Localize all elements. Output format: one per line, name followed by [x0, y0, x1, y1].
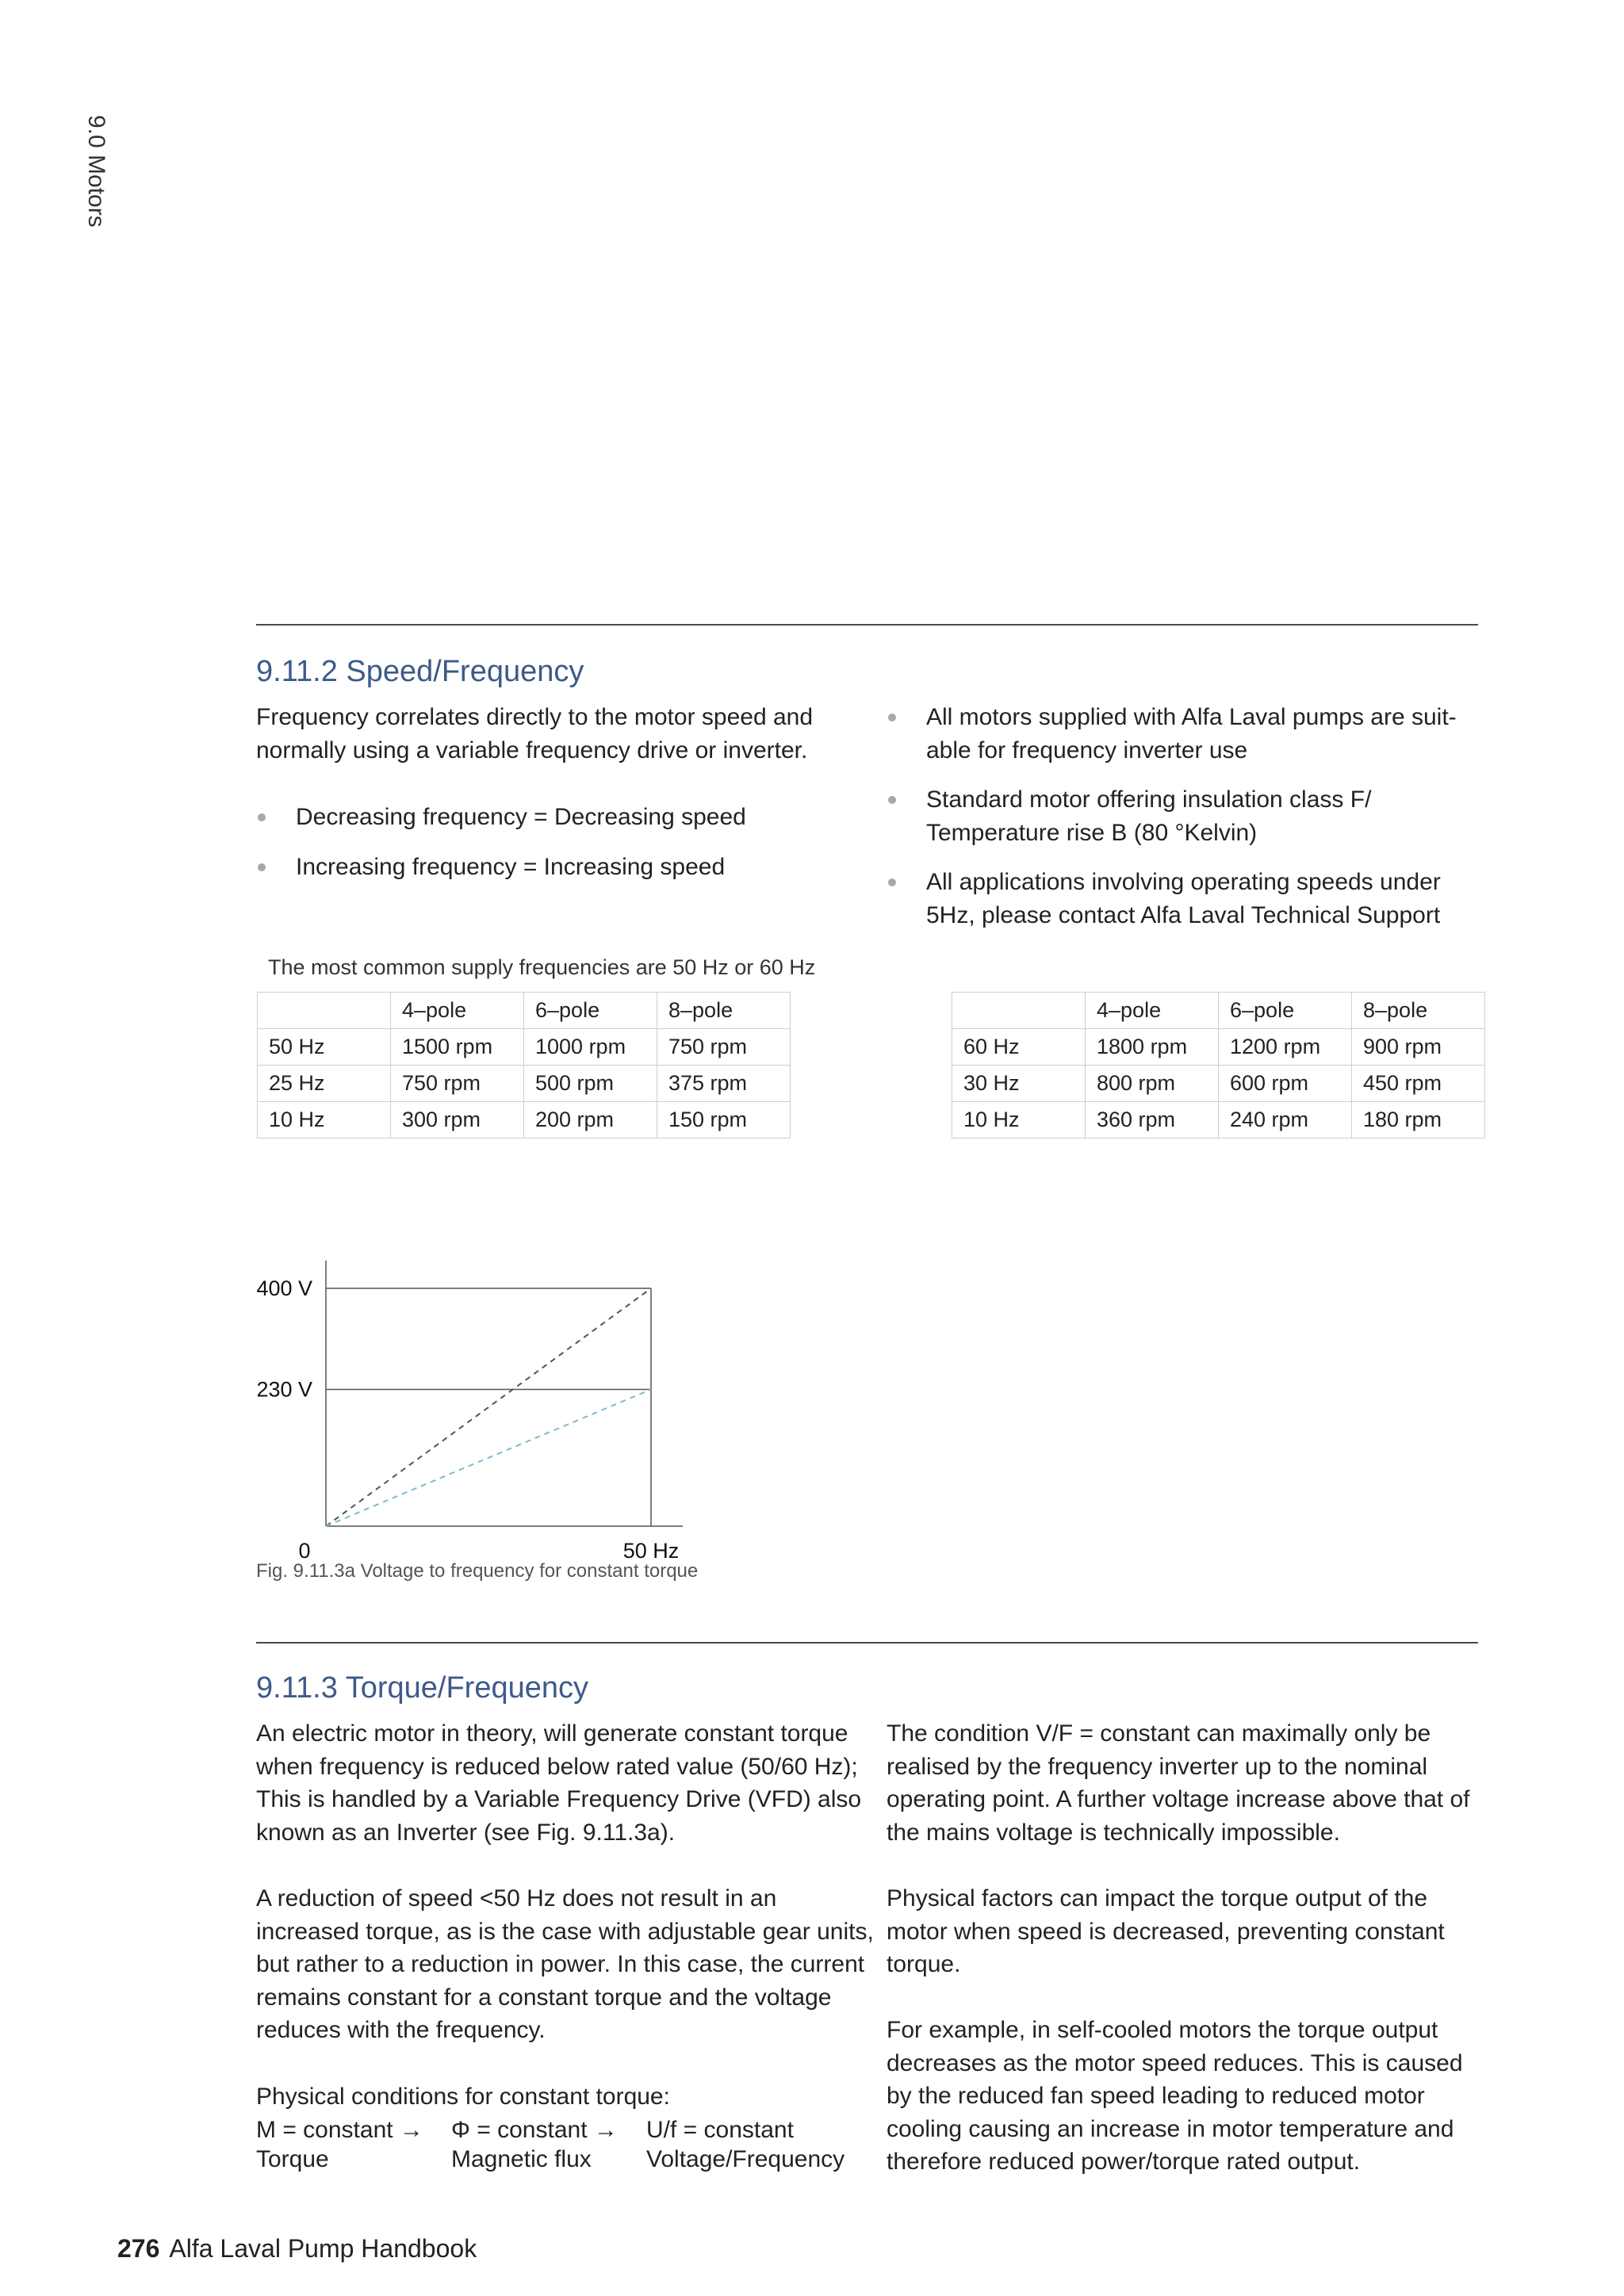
page-footer [117, 2234, 477, 2263]
table-cell: 1200 rpm [1219, 1029, 1352, 1066]
y-tick-label-400v: 400 V [256, 1276, 312, 1300]
x-tick-label-0: 0 [298, 1539, 311, 1563]
speed-frequency-heading: 9.11.2 Speed/Frequency [256, 655, 584, 688]
list-item: All motors supplied with Alfa Laval pumps are suit-able for frequency inverter use [887, 701, 1489, 767]
condition-formula: M = constant → [256, 2117, 423, 2143]
speed-intro-text: Frequency correlates directly to the motor speed and normally using a variable frequency drive or inverter. [256, 704, 814, 763]
table-row [952, 1029, 1485, 1066]
table-cell: 10 Hz [258, 1102, 391, 1138]
table-cell: 8–pole [1352, 993, 1485, 1029]
list-item: Standard motor offering insulation class F/ Temperature rise B (80 °Kelvin) [887, 783, 1489, 849]
torque-left-paragraph-1: An electric motor in theory, will generate constant torque when frequency is reduced below rated value (50/60 Hz); This is handled by a Variable Frequency Drive (VFD) also known as an Inverter (see Fig. 9.11.3a). [256, 1720, 862, 1846]
table-cell: 60 Hz [952, 1029, 1086, 1066]
book-title: Alfa Laval Pump Handbook [169, 2234, 477, 2263]
table-row [258, 1066, 791, 1102]
condition-torque [256, 2115, 423, 2174]
series-line-230v [326, 1390, 651, 1527]
table-cell: 450 rpm [1352, 1066, 1485, 1102]
torque-right-paragraph-2: Physical factors can impact the torque output of the motor when speed is decreased, preventing constant torque. [887, 1885, 1445, 1977]
list-item: Decreasing frequency = Decreasing speed [256, 801, 859, 834]
speed-bullets-left [256, 801, 859, 883]
table-cell: 150 rpm [657, 1102, 791, 1138]
table-cell: 6–pole [1219, 993, 1352, 1029]
torque-right-paragraph-1: The condition V/F = constant can maximally only be realised by the frequency inverter up to the nominal operating point. A further voltage increase above that of the mains voltage is technically impossible. [887, 1720, 1470, 1846]
frequency-tables-caption: The most common supply frequencies are 50 Hz or 60 Hz [268, 955, 816, 979]
condition-label: Voltage/Frequency [646, 2146, 845, 2172]
table-cell [952, 993, 1086, 1029]
table-cell: 240 rpm [1219, 1102, 1352, 1138]
torque-frequency-heading: 9.11.3 Torque/Frequency [256, 1671, 588, 1705]
table-row [258, 1029, 791, 1066]
voltage-frequency-chart [252, 1261, 696, 1566]
condition-formula: Φ = constant → [451, 2117, 618, 2143]
torque-left-paragraph-2: A reduction of speed <50 Hz does not result in an increased torque, as is the case with adjustable gear units, but rather to a reduction in power. In this case, the current remains constant for a constant torque and the voltage reduces with the frequency. [256, 1885, 874, 2043]
table-header-row [258, 993, 791, 1029]
table-cell: 1500 rpm [391, 1029, 524, 1066]
figure-caption: Fig. 9.11.3a Voltage to frequency for constant torque [256, 1560, 699, 1582]
table-60hz [952, 992, 1485, 1138]
table-cell: 8–pole [657, 993, 791, 1029]
table-cell: 180 rpm [1352, 1102, 1485, 1138]
table-cell: 10 Hz [952, 1102, 1086, 1138]
table-cell: 300 rpm [391, 1102, 524, 1138]
y-tick-label-230v: 230 V [256, 1377, 312, 1402]
table-cell: 900 rpm [1352, 1029, 1485, 1066]
torque-left-paragraph-3: Physical conditions for constant torque: [256, 2084, 670, 2110]
table-cell: 750 rpm [657, 1029, 791, 1066]
table-cell: 500 rpm [524, 1066, 657, 1102]
x-tick-label-50hz: 50 Hz [622, 1539, 680, 1563]
condition-voltage-frequency [646, 2115, 845, 2174]
section-rule-torque [256, 1642, 1478, 1644]
list-item: All applications involving operating speeds under 5Hz, please contact Alfa Laval Technical Support [887, 866, 1489, 932]
table-row [258, 1102, 791, 1138]
table-cell: 1800 rpm [1086, 1029, 1219, 1066]
page-number: 276 [117, 2234, 160, 2263]
table-row [952, 1066, 1485, 1102]
chapter-side-tab: 9.0 Motors [83, 115, 109, 228]
section-rule-top [256, 624, 1478, 626]
table-cell: 800 rpm [1086, 1066, 1219, 1102]
table-cell: 6–pole [524, 993, 657, 1029]
table-row [952, 1102, 1485, 1138]
table-cell: 1000 rpm [524, 1029, 657, 1066]
table-header-row [952, 993, 1485, 1029]
condition-label: Torque [256, 2146, 329, 2172]
condition-label: Magnetic flux [451, 2146, 592, 2172]
table-cell: 360 rpm [1086, 1102, 1219, 1138]
list-item: Increasing frequency = Increasing speed [256, 851, 859, 884]
table-cell: 25 Hz [258, 1066, 391, 1102]
table-cell: 375 rpm [657, 1066, 791, 1102]
table-cell: 4–pole [391, 993, 524, 1029]
table-cell: 4–pole [1086, 993, 1219, 1029]
table-cell: 30 Hz [952, 1066, 1086, 1102]
condition-magnetic-flux [451, 2115, 618, 2174]
series-line-400v [326, 1288, 651, 1526]
speed-bullets-right [887, 701, 1489, 932]
table-50hz [257, 992, 791, 1138]
table-cell [258, 993, 391, 1029]
table-cell: 200 rpm [524, 1102, 657, 1138]
table-cell: 750 rpm [391, 1066, 524, 1102]
torque-right-paragraph-3: For example, in self-cooled motors the torque output decreases as the motor speed reduces. This is caused by the reduced fan speed leading to reduced motor cooling causing an increase in motor temperature and therefore reduced power/torque rated output. [887, 2017, 1463, 2175]
table-cell: 50 Hz [258, 1029, 391, 1066]
condition-formula: U/f = constant [646, 2117, 794, 2143]
table-cell: 600 rpm [1219, 1066, 1352, 1102]
